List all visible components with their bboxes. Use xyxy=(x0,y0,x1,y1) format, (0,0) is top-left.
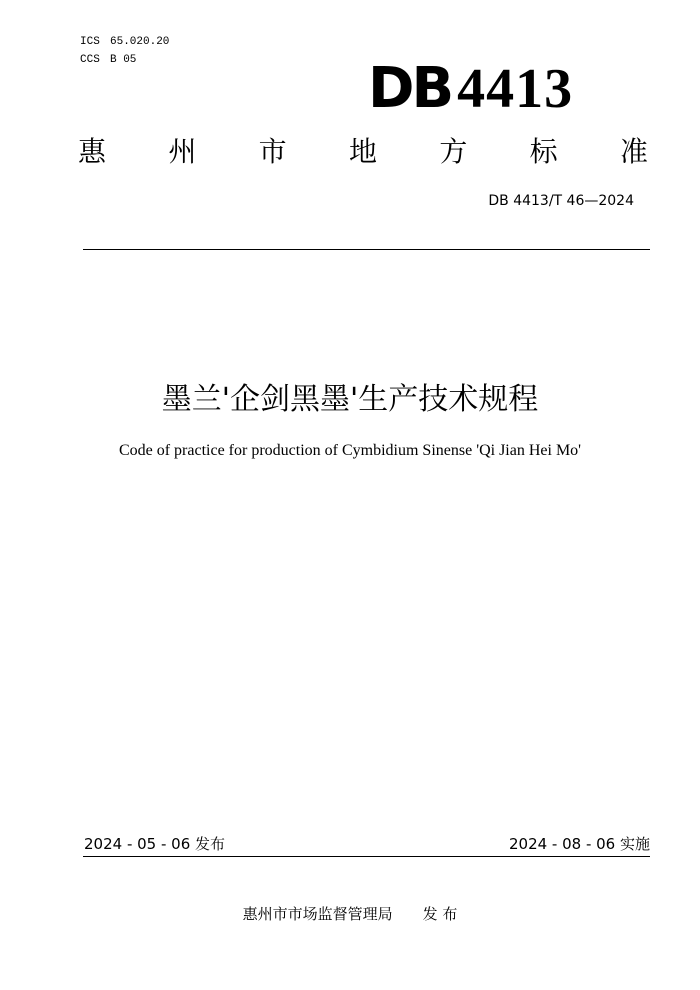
ccs-line xyxy=(80,53,136,67)
issuer-action: 发 布 xyxy=(422,905,458,923)
header-divider xyxy=(83,249,650,250)
db-letters: DB xyxy=(368,56,452,121)
footer-divider xyxy=(83,856,650,857)
implementation-date: 2024 - 08 - 06 实施 xyxy=(508,835,650,853)
standard-type-char: 州 xyxy=(168,135,197,168)
issue-date: 2024 - 05 - 06 发布 xyxy=(84,835,226,853)
standard-type-char: 方 xyxy=(439,135,468,168)
issuing-authority xyxy=(0,903,700,925)
standard-type-char: 地 xyxy=(348,135,377,168)
document-title-english: Code of practice for production of Cymbidium Sinense 'Qi Jian Hei Mo' xyxy=(118,442,582,459)
standard-type-char: 市 xyxy=(258,135,287,168)
standard-number: DB 4413/T 46—2024 xyxy=(488,193,634,209)
standard-type-char: 标 xyxy=(529,135,558,168)
ics-code: 65.020.20 xyxy=(110,36,170,48)
ics-label: ICS xyxy=(80,36,100,48)
standard-type-heading xyxy=(78,134,648,170)
issuer-name: 惠州市市场监督管理局 xyxy=(242,905,393,923)
ccs-label: CCS xyxy=(80,54,100,66)
standard-type-char: 准 xyxy=(619,135,648,168)
ics-line xyxy=(80,35,169,49)
db-region-code: 4413 xyxy=(457,58,574,120)
document-title-chinese: 墨兰'企剑黑墨'生产技术规程 xyxy=(161,382,539,417)
standard-type-char: 惠 xyxy=(78,135,107,168)
ccs-code: B 05 xyxy=(110,54,137,66)
db-standard-mark xyxy=(368,58,573,120)
